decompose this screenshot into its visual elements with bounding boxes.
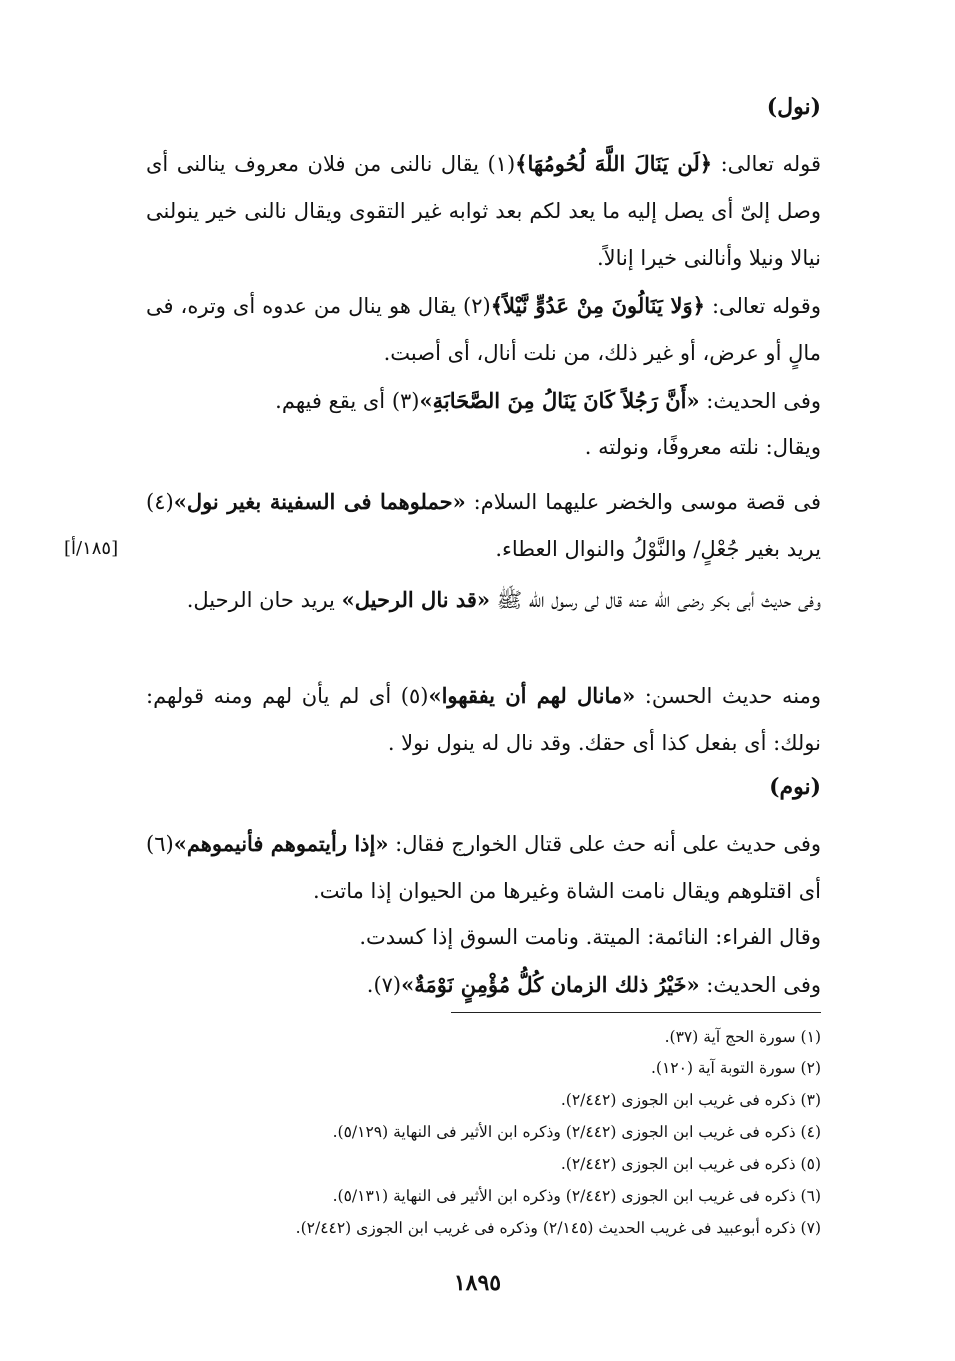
paragraph-6: [146, 576, 821, 624]
paragraph-2: [146, 282, 821, 377]
section-heading-nwm: (نوم): [769, 774, 821, 800]
paragraph-7-quote: «مانال لهم أن يفقهوا»: [428, 683, 636, 708]
paragraph-9: [146, 914, 821, 961]
footnote-6: (٦) ذكره فى غريب ابن الجوزى (٢/٤٤٢) وذكره ابن الأثير فى النهاية (٥/١٣١).: [332, 1187, 821, 1205]
paragraph-1-intro: قوله تعالى:: [712, 152, 821, 176]
paragraph-8-intro: وفى حديث على أنه حث على قتال الخوارج فقال:: [388, 832, 821, 856]
paragraph-5-body: (٤) يريد بغير جُعْلٍ/ والنَّوْلُ والنوال العطاء.: [146, 490, 821, 561]
paragraph-4-text: ويقال: نلته معروفًا، ونولته .: [584, 435, 821, 459]
paragraph-1: [146, 140, 821, 282]
paragraph-6-body: يريد حان الرحيل.: [186, 588, 342, 612]
footnote-4: (٤) ذكره فى غريب ابن الجوزى (٢/٤٤٢) وذكره ابن الأثير فى النهاية (٥/١٢٩).: [332, 1123, 821, 1141]
paragraph-9-text: وقال الفراء: النائمة: الميتة. ونامت السوق إذا كسدت.: [359, 925, 821, 949]
paragraph-2-quote: ﴿وَلا يَنَالُونَ مِنْ عَدُوٍّ نَّيْلاً﴾: [490, 293, 705, 318]
paragraph-8-body: (٦) أى اقتلوهم ويقال نامت الشاة وغيرها من الحيوان إذا ماتت.: [146, 832, 821, 903]
paragraph-3-quote: «أَنَّ رَجُلاً كَانَ يَنَالُ مِنَ الصَّحَابَةِ»: [419, 388, 700, 413]
paragraph-10-body: (٧).: [366, 973, 402, 997]
paragraph-10: [146, 961, 821, 1009]
footnote-2: (٢) سورة التوبة آية (١٢٠).: [650, 1059, 821, 1077]
paragraph-5-intro: فى قصة موسى والخضر عليهما السلام:: [465, 490, 822, 514]
paragraph-10-quote: «خَيْرُ ذلك الزمان كُلُّ مُؤْمِنٍ نَوْمَةٌ»: [401, 972, 700, 997]
paragraph-7-body: (٥) أى لم يأن لهم ومنه قولهم: نولك: أى بفعل كذا أى حقك. وقد نال له ينول نولا .: [146, 684, 821, 755]
paragraph-7: [146, 672, 821, 767]
paragraph-8-quote: «إذا رأيتموهم فأنيموهم»: [173, 831, 389, 856]
footnote-divider: [451, 1012, 821, 1013]
paragraph-5: [146, 478, 821, 573]
paragraph-7-intro: ومنه حديث الحسن:: [635, 684, 821, 708]
paragraph-2-body: (٢) يقال هو ينال من عدوه أى وتره، فى مالٍ أو عرض، أو غير ذلك، من نلت أنال، أى أصبت.: [146, 294, 821, 365]
footnote-3: (٣) ذكره فى غريب ابن الجوزى (٢/٤٤٢).: [560, 1091, 821, 1109]
paragraph-6-intro: وفى حديث أبى بكر رضى الله عنه قال لى رسول الله ﷺ: [490, 588, 821, 612]
folio-margin-note: [١٨٥/أ]: [64, 538, 119, 559]
paragraph-6-quote: «قد نال الرحيل»: [341, 587, 491, 612]
paragraph-3: [146, 377, 821, 425]
footnote-1: (١) سورة الحج آية (٣٧).: [664, 1028, 821, 1046]
paragraph-3-intro: وفى الحديث:: [699, 389, 821, 413]
footnote-7: (٧) ذكره أبوعبيد فى غريب الحديث (٢/١٤٥) وذكره فى غريب ابن الجوزى (٢/٤٤٢).: [295, 1219, 821, 1237]
paragraph-2-intro: وقوله تعالى:: [704, 294, 821, 318]
footnote-5: (٥) ذكره فى غريب ابن الجوزى (٢/٤٤٢).: [560, 1155, 821, 1173]
section-heading-nwl: (نول): [766, 94, 821, 120]
paragraph-3-body: (٣) أى يقع فيهم.: [275, 389, 420, 413]
paragraph-4: [146, 424, 821, 471]
paragraph-8: [146, 820, 821, 915]
paragraph-1-body: (١) يقال نالنى من فلان معروف ينالنى أى وصل إلىّ أى يصل إليه ما يعد لكم بعد ثوابه غير التقوى ويقال نالنى خير ينولنى نيالا ونيلا وأنالنى خيرا إنالاً.: [146, 152, 821, 270]
paragraph-1-quote: ﴿لَن يَنَالَ اللَّهَ لُحُومُهَا﴾: [515, 151, 713, 176]
paragraph-10-intro: وفى الحديث:: [699, 973, 821, 997]
paragraph-5-quote: «حملوهما فى السفينة بغير نول»: [173, 489, 466, 514]
page-number: ١٨٩٥: [453, 1270, 502, 1296]
